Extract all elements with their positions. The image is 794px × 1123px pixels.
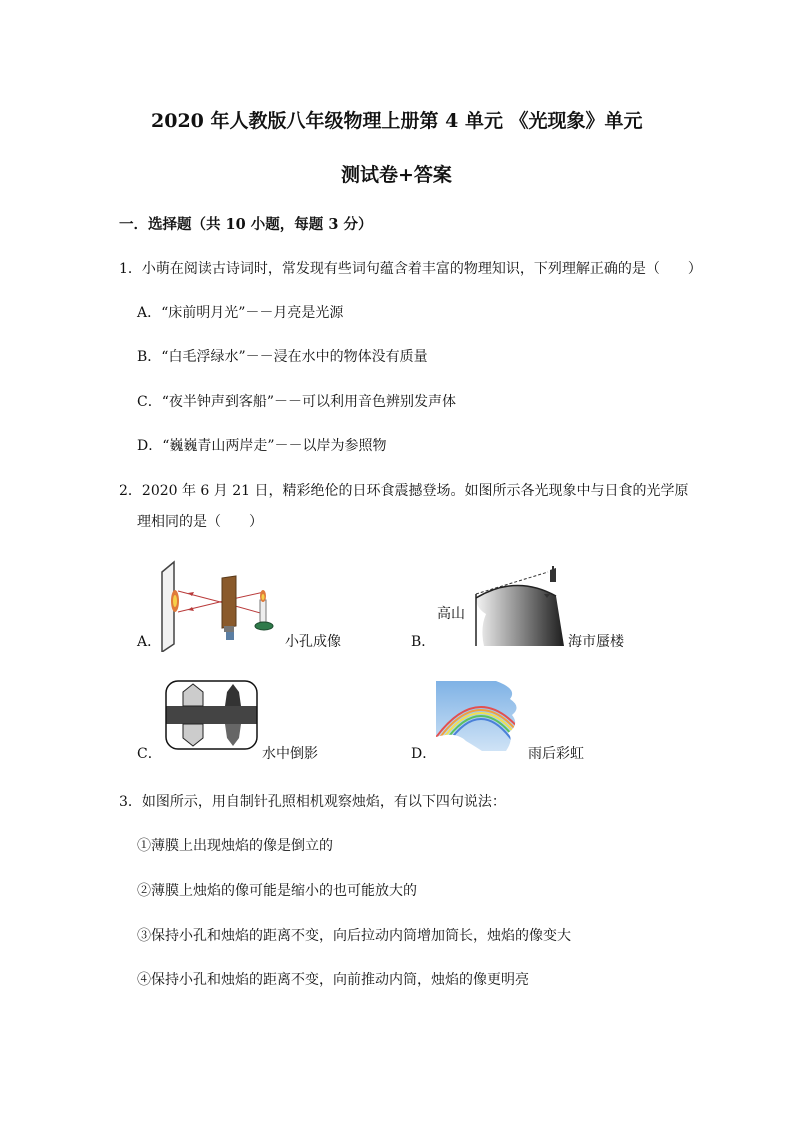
q2-option-a-letter: A． bbox=[137, 634, 162, 650]
doc-title-line2: 测试卷+答案 bbox=[341, 164, 452, 186]
q1-option-d: D．“巍巍青山两岸走”－－以岸为参照物 bbox=[137, 438, 387, 454]
q3-statement-3: ③保持小孔和烛焰的距离不变，向后拉动内筒增加筒长，烛焰的像变大 bbox=[137, 928, 571, 944]
q2-option-d-caption: 雨后彩虹 bbox=[528, 746, 584, 762]
q2-option-c-letter: C． bbox=[137, 746, 162, 762]
q2-option-c-caption: 水中倒影 bbox=[262, 746, 318, 762]
q2-option-b-letter: B． bbox=[411, 634, 436, 650]
q1-option-b: B．“白毛浮绿水”－－浸在水中的物体没有质量 bbox=[137, 349, 428, 365]
q3-statement-2: ②薄膜上烛焰的像可能是缩小的也可能放大的 bbox=[137, 883, 417, 899]
water-reflection-figure bbox=[165, 680, 258, 750]
mirage-mountain-label: 高山 bbox=[437, 606, 465, 622]
q2-option-d-letter: D． bbox=[411, 746, 437, 762]
q1-stem: 1．小萌在阅读古诗词时，常发现有些词句蕴含着丰富的物理知识，下列理解正确的是（ ） bbox=[119, 261, 702, 277]
q2-option-b-caption: 海市蜃楼 bbox=[568, 634, 624, 650]
pinhole-imaging-figure bbox=[158, 556, 280, 652]
section-header: 一．选择题（共 10 小题，每题 3 分） bbox=[119, 216, 373, 233]
q1-option-c: C．“夜半钟声到客船”－－可以利用音色辨别发声体 bbox=[137, 394, 457, 410]
q2-option-a-caption: 小孔成像 bbox=[285, 634, 341, 650]
q3-statement-1: ①薄膜上出现烛焰的像是倒立的 bbox=[137, 838, 333, 854]
q1-option-a: A．“床前明月光”－－月亮是光源 bbox=[137, 305, 344, 321]
doc-title-line1: 2020 年人教版八年级物理上册第 4 单元 《光现象》单元 bbox=[151, 110, 643, 132]
q3-statement-4: ④保持小孔和烛焰的距离不变，向前推动内筒，烛焰的像更明亮 bbox=[137, 972, 529, 988]
q2-stem-line1: 2．2020 年 6 月 21 日，精彩绝伦的日环食震撼登场。如图所示各光现象中与日食的光学原 bbox=[119, 483, 689, 499]
q2-stem-line2: 理相同的是（ ） bbox=[137, 514, 263, 530]
rainbow-figure bbox=[436, 681, 526, 751]
q3-stem: 3．如图所示，用自制针孔照相机观察烛焰，有以下四句说法： bbox=[119, 794, 506, 810]
